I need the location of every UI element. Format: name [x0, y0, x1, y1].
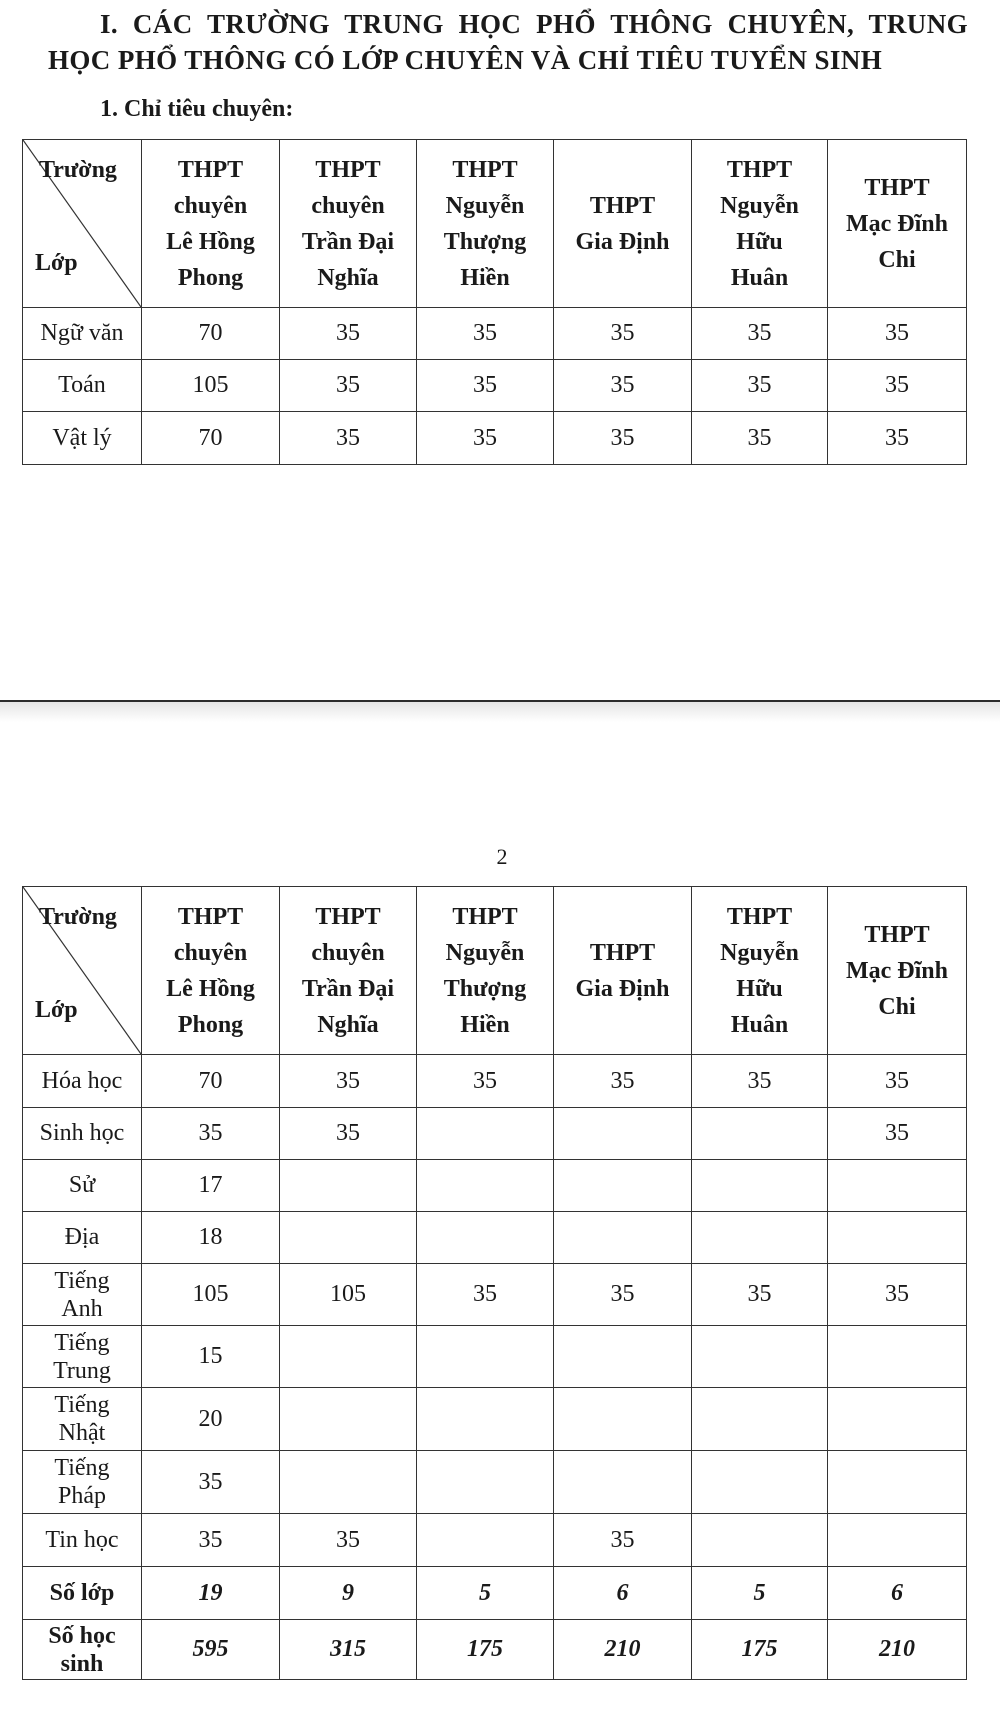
school-name-line: chuyên	[311, 939, 385, 966]
quota-cell	[828, 1326, 967, 1388]
quota-cell: 35	[554, 360, 692, 412]
quota-cell	[554, 1108, 692, 1160]
school-name-line: Mạc Đĩnh	[846, 210, 948, 237]
school-header	[280, 887, 417, 1055]
subject-cell	[23, 412, 142, 465]
quota-cell: 35	[692, 360, 828, 412]
quota-cell: 19	[142, 1567, 280, 1620]
school-name-line: Trần Đại	[301, 228, 395, 255]
quota-cell: 35	[280, 412, 417, 465]
school-name-line: Nghĩa	[317, 1011, 379, 1038]
subject-name: Tiếng	[54, 1267, 110, 1294]
subject-cell	[23, 1326, 142, 1388]
table-header-row	[23, 140, 967, 308]
section-title: I. CÁC TRƯỜNG TRUNG HỌC PHỔ THÔNG CHUYÊN, TRUNG HỌC PHỔ THÔNG CÓ LỚP CHUYÊN VÀ CHỈ TIÊU TUYỂN SINH	[48, 9, 968, 75]
quota-cell	[417, 1388, 554, 1451]
school-name-line: Lê Hồng	[166, 228, 255, 255]
quota-cell: 18	[142, 1212, 280, 1264]
table-row	[23, 1388, 967, 1451]
subject-cell	[23, 1514, 142, 1567]
table-corner-cell	[23, 887, 142, 1055]
school-header	[692, 140, 828, 308]
quota-cell: 35	[417, 308, 554, 360]
quota-cell: 35	[692, 308, 828, 360]
table-row	[23, 412, 967, 465]
table-row	[23, 360, 967, 412]
quota-cell: 35	[280, 1055, 417, 1108]
table-row	[23, 1212, 967, 1264]
school-name-line: Mạc Đĩnh	[846, 957, 948, 984]
quota-table-page-2	[22, 886, 967, 1680]
quota-cell	[554, 1388, 692, 1451]
quota-cell: 35	[554, 308, 692, 360]
school-name-line: chuyên	[173, 192, 248, 219]
quota-cell	[280, 1212, 417, 1264]
school-header	[142, 140, 280, 308]
subject-name: Tin học	[45, 1526, 119, 1553]
quota-cell	[417, 1160, 554, 1212]
school-name-line: Nghĩa	[317, 264, 379, 291]
school-header	[417, 887, 554, 1055]
quota-cell	[554, 1160, 692, 1212]
quota-cell	[280, 1388, 417, 1451]
quota-cell	[692, 1108, 828, 1160]
subject-name: Số học	[48, 1622, 116, 1649]
quota-cell: 35	[280, 1108, 417, 1160]
school-header	[142, 887, 280, 1055]
quota-cell: 105	[142, 360, 280, 412]
quota-cell: 35	[417, 412, 554, 465]
subject-cell	[23, 308, 142, 360]
school-name-line: THPT	[864, 174, 930, 201]
quota-cell: 175	[692, 1620, 828, 1680]
school-name-line: chuyên	[311, 192, 385, 219]
school-header	[280, 140, 417, 308]
school-name-line: THPT	[589, 939, 656, 966]
school-name-line: THPT	[315, 156, 381, 183]
school-name-line: Nguyễn	[720, 939, 799, 966]
school-name-line: THPT	[864, 921, 930, 948]
quota-cell	[692, 1388, 828, 1451]
corner-label-class: Lớp	[35, 997, 78, 1023]
school-name-line: Chi	[878, 993, 916, 1020]
subject-name: Trung	[53, 1357, 111, 1384]
subject-name: sinh	[60, 1650, 104, 1677]
school-name-line: THPT	[452, 156, 518, 183]
quota-cell	[828, 1451, 967, 1514]
school-name-line: Phong	[177, 264, 244, 291]
table-row	[23, 308, 967, 360]
quota-cell: 35	[142, 1108, 280, 1160]
total-row	[23, 1567, 967, 1620]
school-name-line: THPT	[726, 156, 793, 183]
quota-cell: 35	[554, 1264, 692, 1326]
quota-cell: 35	[554, 412, 692, 465]
quota-cell: 35	[828, 360, 967, 412]
quota-cell: 35	[142, 1514, 280, 1567]
quota-cell: 35	[554, 1514, 692, 1567]
table-header-row	[23, 887, 967, 1055]
quota-cell	[280, 1160, 417, 1212]
subject-name: Vật lý	[52, 424, 112, 451]
school-name-line: Nguyễn	[445, 939, 525, 966]
table-row	[23, 1326, 967, 1388]
school-name-line: Trần Đại	[301, 975, 395, 1002]
subject-cell	[23, 1388, 142, 1451]
quota-cell: 35	[828, 308, 967, 360]
quota-cell: 20	[142, 1388, 280, 1451]
quota-cell: 210	[554, 1620, 692, 1680]
school-name-line: Hiền	[460, 1011, 510, 1038]
quota-cell: 35	[692, 412, 828, 465]
school-name-line: THPT	[177, 903, 244, 930]
subject-name: Tiếng	[54, 1329, 110, 1356]
quota-cell: 70	[142, 1055, 280, 1108]
quota-cell	[417, 1514, 554, 1567]
quota-cell: 105	[280, 1264, 417, 1326]
subject-name: Sinh học	[39, 1120, 125, 1146]
quota-cell: 35	[280, 308, 417, 360]
school-name-line: Nguyễn	[720, 192, 799, 219]
page-number: 2	[496, 844, 508, 869]
quota-cell: 35	[417, 360, 554, 412]
quota-cell: 35	[692, 1055, 828, 1108]
quota-cell: 175	[417, 1620, 554, 1680]
page-break	[0, 700, 1000, 722]
quota-cell: 35	[142, 1451, 280, 1514]
school-header	[828, 887, 967, 1055]
quota-cell	[417, 1451, 554, 1514]
total-row	[23, 1620, 967, 1680]
quota-cell: 35	[280, 1514, 417, 1567]
school-name-line: Thượng	[443, 975, 527, 1002]
quota-cell	[828, 1160, 967, 1212]
school-name-line: Huân	[730, 1011, 789, 1038]
table-row	[23, 1451, 967, 1514]
corner-label-class: Lớp	[35, 250, 78, 276]
subject-name: Nhật	[58, 1420, 106, 1446]
quota-cell: 70	[142, 308, 280, 360]
quota-cell	[828, 1514, 967, 1567]
table-row	[23, 1514, 967, 1567]
quota-cell: 35	[280, 360, 417, 412]
quota-cell	[280, 1451, 417, 1514]
subject-name: Hóa học	[41, 1067, 123, 1094]
quota-cell	[692, 1514, 828, 1567]
subject-name: Toán	[58, 372, 106, 398]
subject-cell	[23, 1108, 142, 1160]
school-name-line: THPT	[452, 903, 518, 930]
quota-cell	[554, 1212, 692, 1264]
quota-cell	[692, 1212, 828, 1264]
school-name-line: Huân	[730, 264, 789, 291]
quota-cell	[417, 1326, 554, 1388]
table-corner-cell	[23, 140, 142, 308]
subject-name: Ngữ văn	[40, 320, 124, 346]
quota-cell: 105	[142, 1264, 280, 1326]
school-header	[417, 140, 554, 308]
school-name-line: Hữu	[736, 228, 783, 255]
subject-name: Sử	[68, 1172, 96, 1198]
quota-cell: 35	[828, 1108, 967, 1160]
quota-cell	[692, 1326, 828, 1388]
school-name-line: Phong	[177, 1011, 244, 1038]
subject-name: Anh	[61, 1295, 103, 1322]
school-name-line: THPT	[726, 903, 793, 930]
school-header	[828, 140, 967, 308]
quota-cell	[828, 1388, 967, 1451]
subject-cell	[23, 1160, 142, 1212]
subject-name: Pháp	[58, 1483, 106, 1509]
quota-cell: 35	[828, 412, 967, 465]
quota-cell: 210	[828, 1620, 967, 1680]
table-row	[23, 1264, 967, 1326]
quota-table-page-1	[22, 139, 967, 465]
school-name-line: THPT	[177, 156, 244, 183]
quota-cell	[417, 1212, 554, 1264]
school-name-line: THPT	[589, 192, 656, 219]
corner-label-school: Trường	[39, 904, 117, 930]
quota-cell: 35	[417, 1055, 554, 1108]
subject-cell	[23, 1055, 142, 1108]
quota-cell: 35	[417, 1264, 554, 1326]
subject-cell	[23, 1620, 142, 1680]
table-row	[23, 1108, 967, 1160]
school-name-line: chuyên	[173, 939, 248, 966]
school-header	[554, 140, 692, 308]
subject-cell	[23, 1264, 142, 1326]
school-name-line: Thượng	[443, 228, 527, 255]
quota-cell	[692, 1451, 828, 1514]
school-name-line: Gia Định	[575, 228, 670, 255]
school-header	[554, 887, 692, 1055]
school-name-line: Hiền	[460, 264, 510, 291]
subject-name: Tiếng	[54, 1392, 110, 1418]
quota-cell: 6	[554, 1567, 692, 1620]
quota-cell: 6	[828, 1567, 967, 1620]
subject-name: Tiếng	[54, 1455, 110, 1481]
quota-cell: 17	[142, 1160, 280, 1212]
subject-name: Số lớp	[49, 1580, 115, 1606]
subject-cell	[23, 1567, 142, 1620]
quota-cell: 35	[554, 1055, 692, 1108]
quota-cell	[554, 1451, 692, 1514]
table-row	[23, 1055, 967, 1108]
subject-name: Địa	[64, 1224, 100, 1250]
school-name-line: THPT	[315, 903, 381, 930]
table-row	[23, 1160, 967, 1212]
quota-cell: 35	[692, 1264, 828, 1326]
school-name-line: Lê Hồng	[166, 975, 255, 1002]
subject-cell	[23, 1451, 142, 1514]
quota-cell: 15	[142, 1326, 280, 1388]
quota-cell	[417, 1108, 554, 1160]
quota-cell	[554, 1326, 692, 1388]
quota-cell: 9	[280, 1567, 417, 1620]
quota-cell	[280, 1326, 417, 1388]
quota-cell	[692, 1160, 828, 1212]
quota-cell	[828, 1212, 967, 1264]
subject-cell	[23, 1212, 142, 1264]
school-name-line: Hữu	[736, 975, 783, 1002]
subsection-title: 1. Chỉ tiêu chuyên:	[100, 96, 294, 122]
corner-label-school: Trường	[39, 157, 117, 183]
school-name-line: Chi	[878, 246, 916, 273]
quota-cell: 5	[692, 1567, 828, 1620]
quota-cell: 315	[280, 1620, 417, 1680]
quota-cell: 595	[142, 1620, 280, 1680]
quota-cell: 35	[828, 1264, 967, 1326]
school-name-line: Nguyễn	[445, 192, 525, 219]
school-header	[692, 887, 828, 1055]
quota-cell: 70	[142, 412, 280, 465]
quota-cell: 35	[828, 1055, 967, 1108]
school-name-line: Gia Định	[575, 975, 670, 1002]
quota-cell: 5	[417, 1567, 554, 1620]
subject-cell	[23, 360, 142, 412]
